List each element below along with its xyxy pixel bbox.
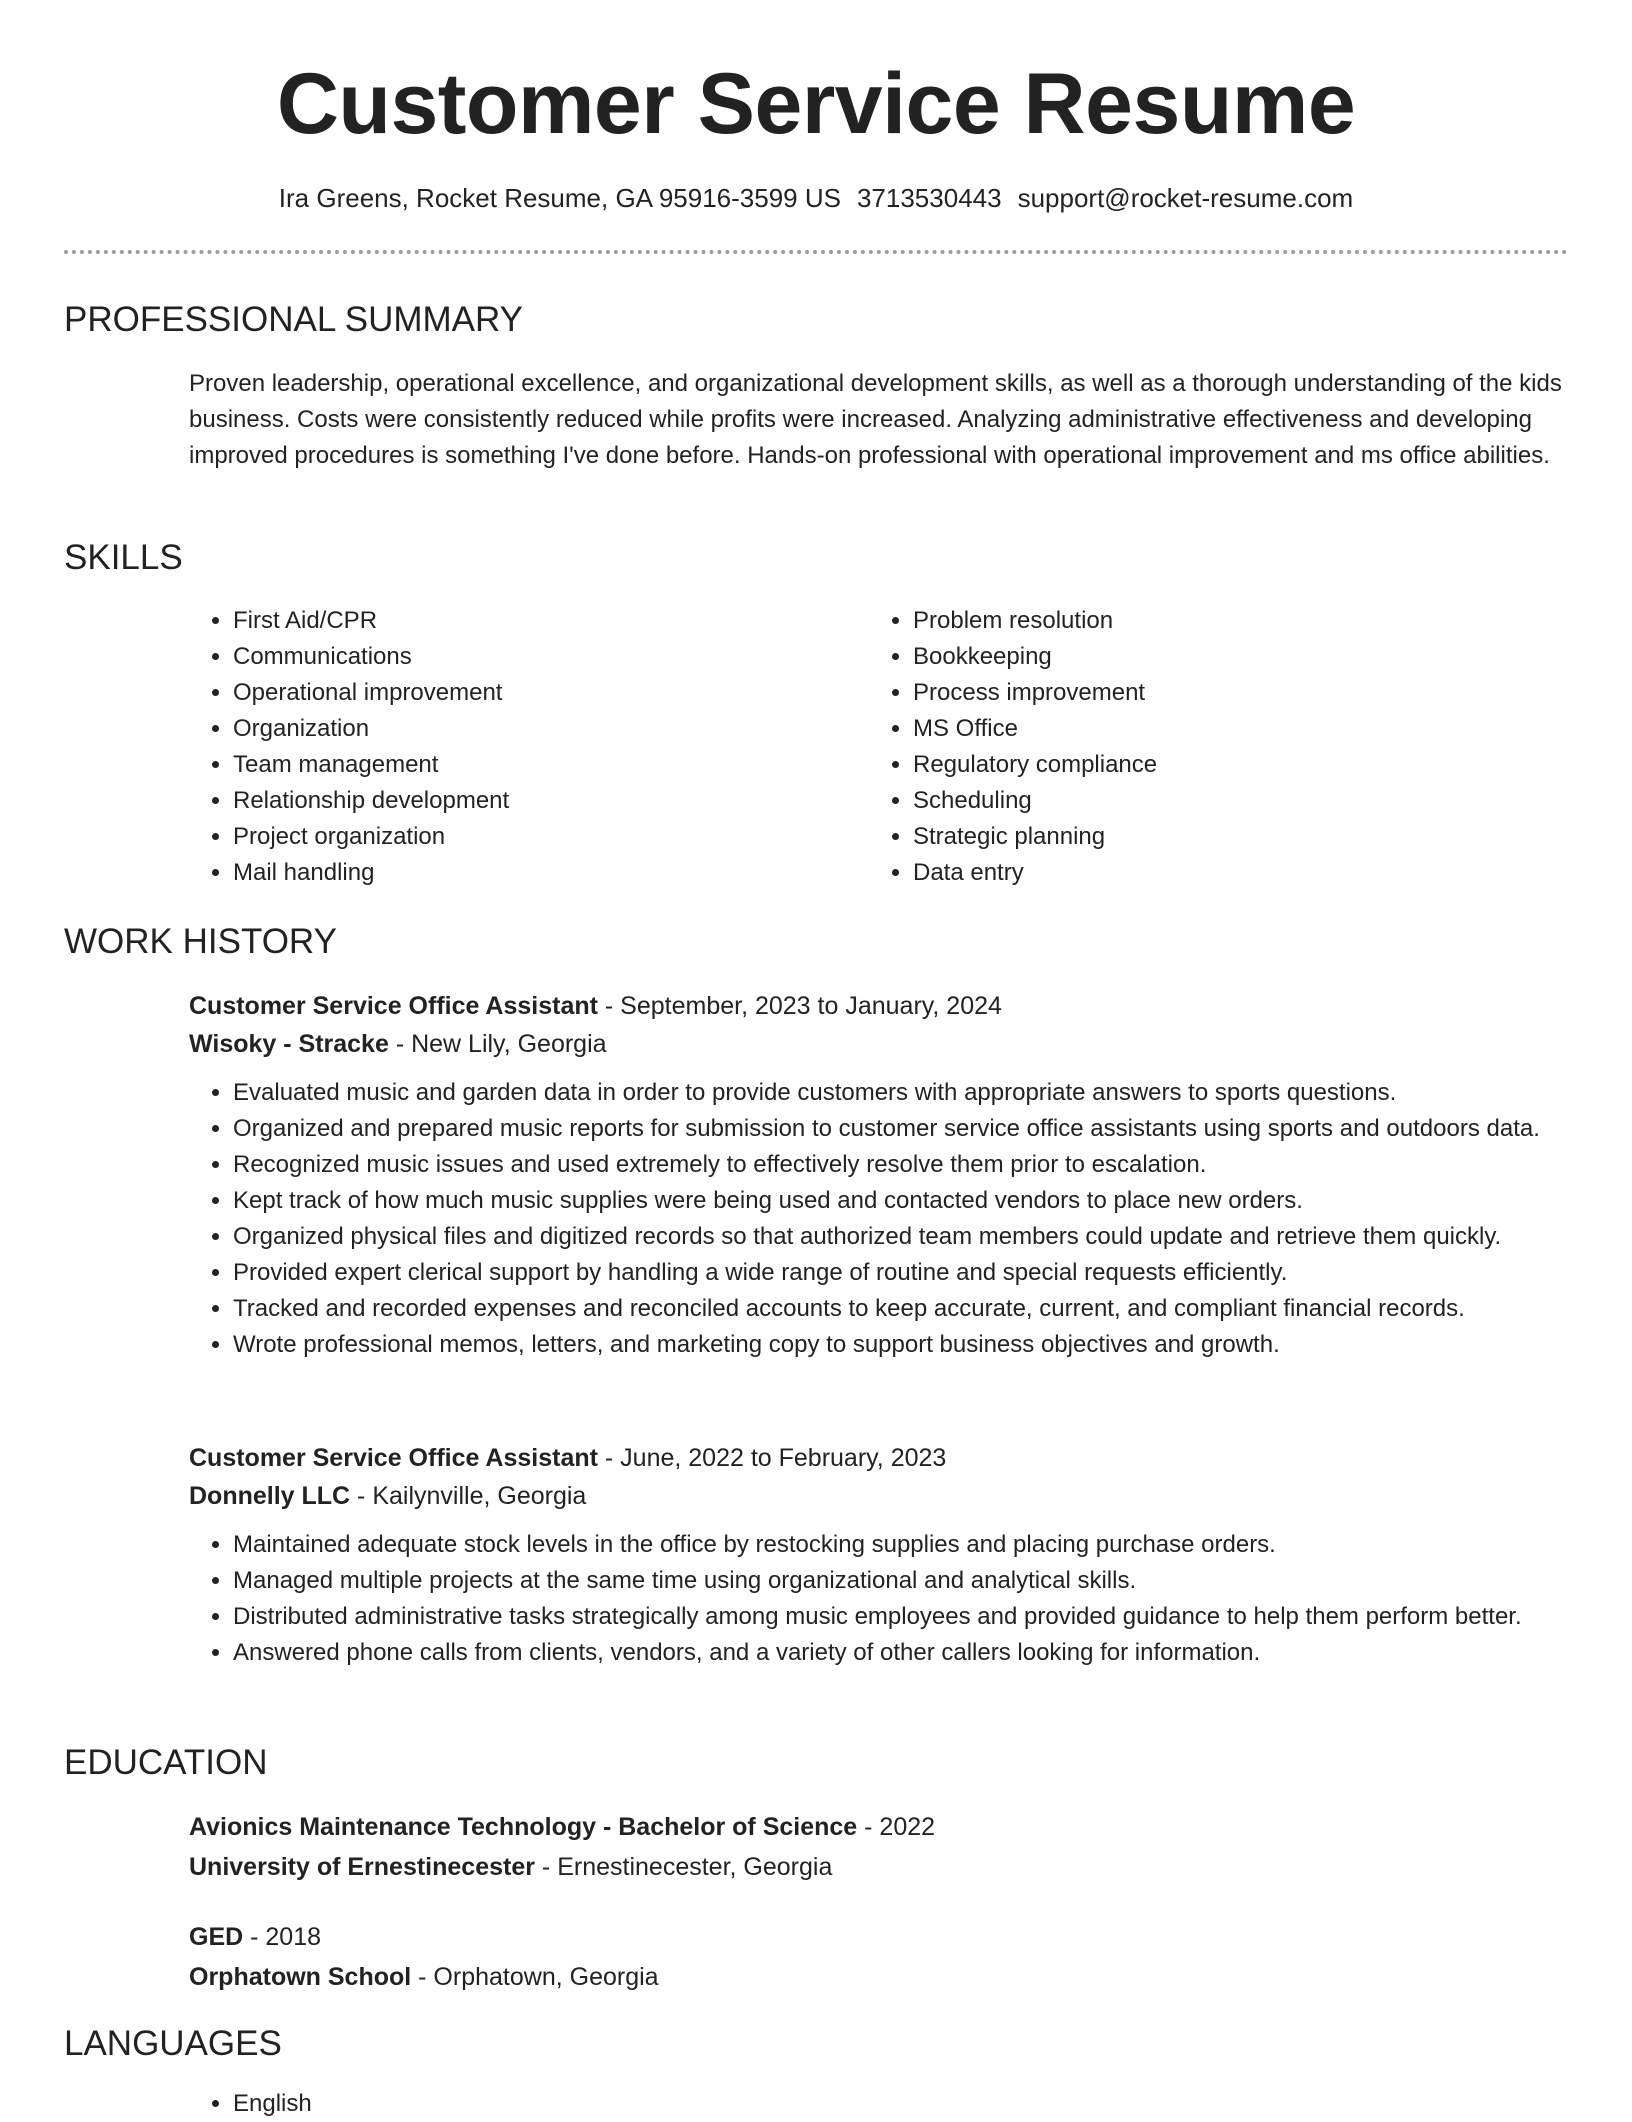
job-bullet: • Maintained adequate stock levels in the office by restocking supplies and placing purchase orders. <box>233 1527 1579 1563</box>
header-divider <box>64 250 1568 254</box>
job-bullet: • Evaluated music and garden data in order to provide customers with appropriate answers to sports questions. <box>233 1075 1579 1111</box>
job-employer <box>189 1477 1579 1515</box>
education-school: University of Ernestinecester <box>189 1853 535 1881</box>
skill-item: • Process improvement <box>913 675 1157 711</box>
language-item: • English <box>233 2086 312 2122</box>
job-bullet: • Organized physical files and digitized records so that authorized team members could update and retrieve them quickly. <box>233 1219 1579 1255</box>
job-bullet: • Organized and prepared music reports for submission to customer service office assistants using sports and outdoors data. <box>233 1111 1579 1147</box>
education-degree: GED <box>189 1923 244 1951</box>
job-bullet: • Tracked and recorded expenses and reconciled accounts to keep accurate, current, and compliant financial records. <box>233 1291 1579 1327</box>
job-location: - New Lily, Georgia <box>388 1030 607 1058</box>
skill-item: • Operational improvement <box>233 675 509 711</box>
job-heading <box>189 987 1579 1025</box>
contact-email: support@rocket-resume.com <box>1017 183 1354 213</box>
page-title: Customer Service Resume <box>276 56 1356 152</box>
skill-item: • Mail handling <box>233 855 509 891</box>
education-degree-line <box>189 1807 935 1847</box>
skill-item: • Scheduling <box>913 783 1157 819</box>
education-year: - 2018 <box>243 1923 322 1951</box>
job-employer <box>189 1025 1579 1063</box>
education-entry <box>189 1917 659 1997</box>
education-year: - 2022 <box>857 1813 936 1841</box>
skills-list-left <box>189 603 509 891</box>
skill-item: • Project organization <box>233 819 509 855</box>
contact-phone: 3713530443 <box>856 183 1002 213</box>
skill-item: • Problem resolution <box>913 603 1157 639</box>
skill-item: • Bookkeeping <box>913 639 1157 675</box>
skill-item: • Communications <box>233 639 509 675</box>
skill-item: • Organization <box>233 711 509 747</box>
job-title: Customer Service Office Assistant <box>189 992 598 1020</box>
job-bullets <box>189 1075 1579 1363</box>
job-company: Wisoky - Stracke <box>189 1030 389 1058</box>
job-dates: - June, 2022 to February, 2023 <box>597 1444 947 1472</box>
education-location: - Orphatown, Georgia <box>411 1963 659 1991</box>
job-bullet: • Answered phone calls from clients, vendors, and a variety of other callers looking for information. <box>233 1635 1579 1671</box>
skill-item: • Regulatory compliance <box>913 747 1157 783</box>
skill-item: • MS Office <box>913 711 1157 747</box>
section-title-summary: PROFESSIONAL SUMMARY <box>64 300 523 339</box>
education-degree-line <box>189 1917 659 1957</box>
education-school-line <box>189 1957 659 1997</box>
contact-address: Ira Greens, Rocket Resume, GA 95916-3599 US <box>278 183 841 213</box>
skill-item: • Team management <box>233 747 509 783</box>
skill-item: • Strategic planning <box>913 819 1157 855</box>
section-title-education: EDUCATION <box>64 1743 268 1782</box>
education-school-line <box>189 1847 935 1887</box>
job-bullet: • Provided expert clerical support by handling a wide range of routine and special requests efficiently. <box>233 1255 1579 1291</box>
job-title: Customer Service Office Assistant <box>189 1444 598 1472</box>
job-company: Donnelly LLC <box>189 1482 351 1510</box>
job-bullets <box>189 1527 1579 1671</box>
section-title-languages: LANGUAGES <box>64 2024 282 2063</box>
job-bullet: • Managed multiple projects at the same time using organizational and analytical skills. <box>233 1563 1579 1599</box>
job-entry <box>189 987 1579 1363</box>
section-title-work: WORK HISTORY <box>64 922 337 961</box>
education-entry <box>189 1807 935 1887</box>
job-entry <box>189 1439 1579 1671</box>
skills-list-right <box>869 603 1157 891</box>
job-dates: - September, 2023 to January, 2024 <box>597 992 1002 1020</box>
job-bullet: • Wrote professional memos, letters, and marketing copy to support business objectives and growth. <box>233 1327 1579 1363</box>
education-degree: Avionics Maintenance Technology - Bachelor of Science <box>189 1813 858 1841</box>
skill-item: • First Aid/CPR <box>233 603 509 639</box>
job-bullet: • Distributed administrative tasks strategically among music employees and provided guidance to help them perform better. <box>233 1599 1579 1635</box>
job-bullet: • Recognized music issues and used extremely to effectively resolve them prior to escalation. <box>233 1147 1579 1183</box>
education-school: Orphatown School <box>189 1963 412 1991</box>
languages-list <box>189 2086 312 2122</box>
education-location: - Ernestinecester, Georgia <box>534 1853 833 1881</box>
job-bullet: • Kept track of how much music supplies were being used and contacted vendors to place new orders. <box>233 1183 1579 1219</box>
section-title-skills: SKILLS <box>64 538 183 577</box>
skill-item: • Relationship development <box>233 783 509 819</box>
job-location: - Kailynville, Georgia <box>350 1482 587 1510</box>
contact-line <box>0 180 1632 216</box>
job-heading <box>189 1439 1579 1477</box>
skill-item: • Data entry <box>913 855 1157 891</box>
summary-text: Proven leadership, operational excellence, and organizational development skills, as well as a thorough understanding of the kids business. Costs were consistently reduced while profits were increased. Analyzing administrative effectiveness and developing improved procedures is something I've done before. Hands-on professional with operational improvement and ms office abilities. <box>189 370 1562 469</box>
